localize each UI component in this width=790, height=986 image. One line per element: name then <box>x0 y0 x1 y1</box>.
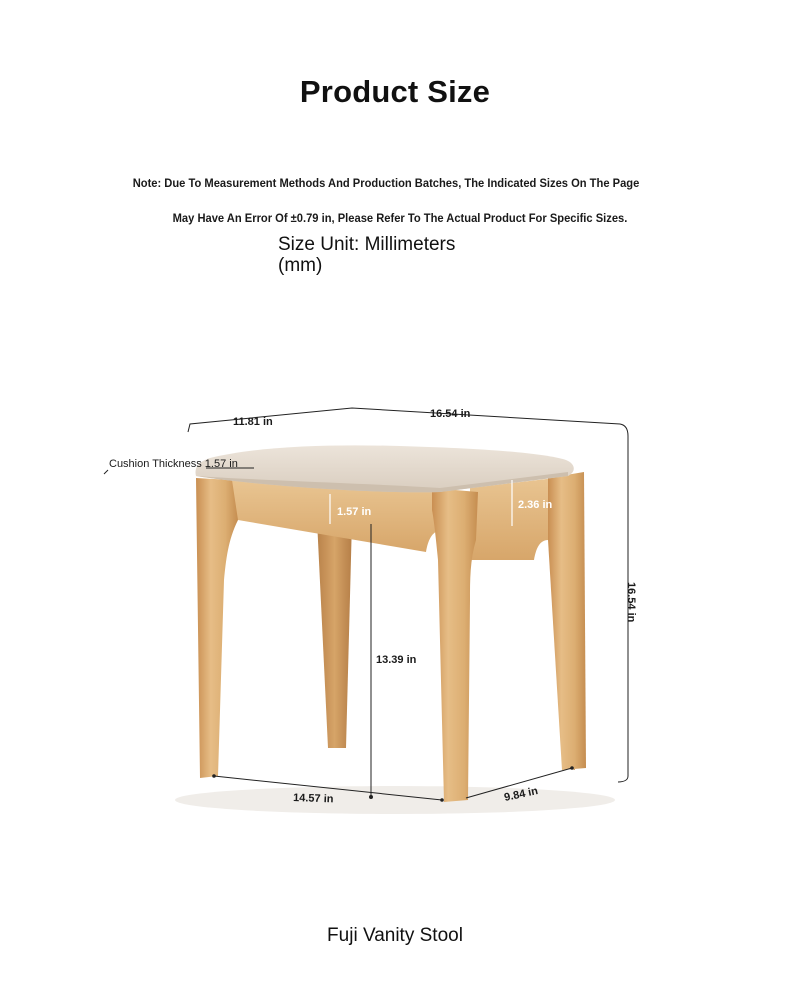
front-right-leg <box>432 488 478 802</box>
front-left-leg <box>196 478 238 778</box>
cushion-thickness-label: Cushion Thickness 1.57 in <box>109 458 238 470</box>
product-name: Fuji Vanity Stool <box>327 925 463 946</box>
dot <box>440 798 444 802</box>
top-width-label: 16.54 in <box>430 408 471 420</box>
side-apron-label: 2.36 in <box>518 499 553 511</box>
top-depth-label: 11.81 in <box>233 416 273 428</box>
back-right-leg <box>548 472 586 770</box>
cushion-leader <box>104 470 108 474</box>
back-left-leg <box>317 520 352 748</box>
bottom-depth-label: 9.84 in <box>503 785 540 804</box>
note-line-2: May Have An Error Of ±0.79 in, Please Refer To The Actual Product For Specific Sizes. <box>172 211 628 225</box>
note-line-1: Note: Due To Measurement Methods And Production Batches, The Indicated Sizes On The Page <box>132 176 640 190</box>
dot <box>212 774 216 778</box>
page-title: Product Size <box>299 74 491 109</box>
leg-height-label: 13.39 in <box>376 654 417 666</box>
front-apron-label: 1.57 in <box>337 506 372 518</box>
size-unit-line-1: Size Unit: Millimeters <box>278 234 456 255</box>
bottom-width-label: 14.57 in <box>292 792 334 806</box>
dot <box>369 795 373 799</box>
total-height-label: 16.54 in <box>625 582 637 623</box>
dot <box>570 766 574 770</box>
floor-shadow <box>175 786 615 814</box>
size-unit-line-2: (mm) <box>278 255 323 276</box>
